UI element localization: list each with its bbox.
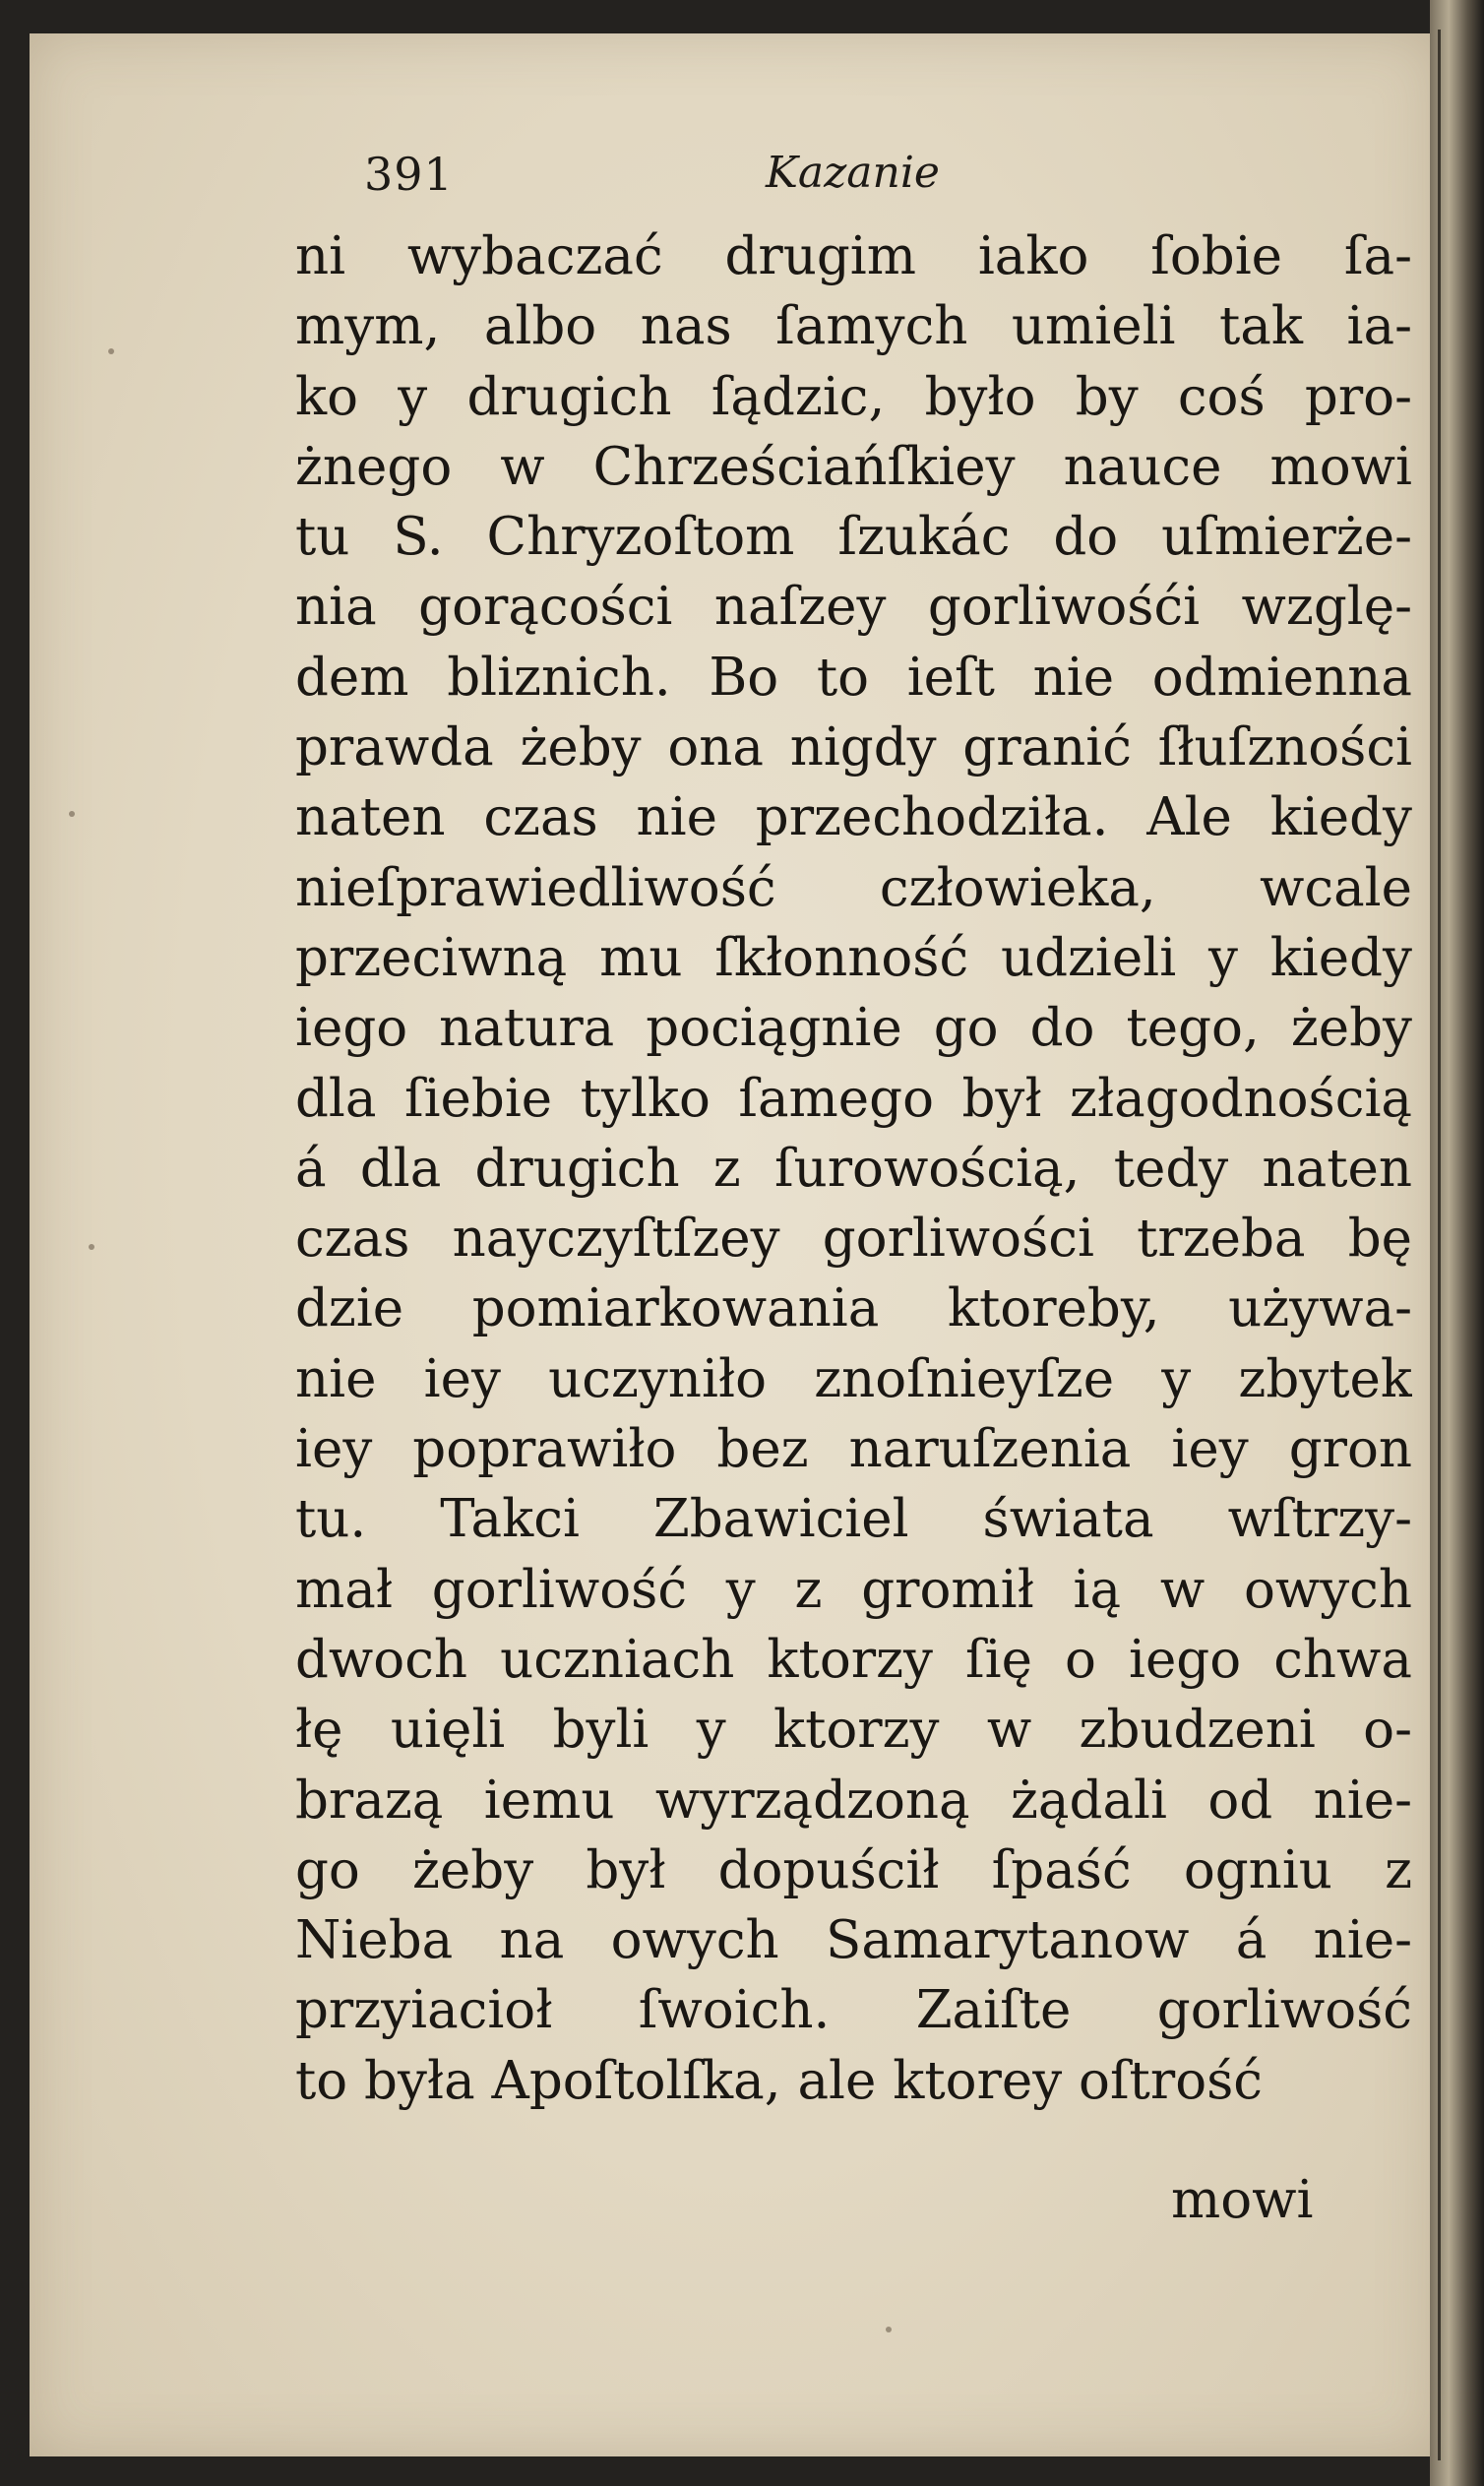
gutter-edge bbox=[1438, 30, 1441, 2460]
paper-speck bbox=[69, 811, 75, 817]
running-head bbox=[364, 148, 1053, 217]
text-line: iego natura pociągnie go do tego, żeby bbox=[295, 998, 1412, 1059]
text-line: tu. Takci Zbawiciel świata wſtrzy- bbox=[295, 1489, 1412, 1550]
text-line: mał gorliwość y z gromił ią w owych bbox=[295, 1559, 1412, 1620]
text-line: nia gorącości naſzey gorliwośći wzglę- bbox=[295, 577, 1412, 638]
text-line: iey poprawiło bez naruſzenia iey gron bbox=[295, 1419, 1412, 1480]
running-title: Kazanie bbox=[766, 148, 940, 198]
paper-speck bbox=[886, 2327, 892, 2332]
text-line: nieſprawiedliwość człowieka, wcale bbox=[295, 857, 1412, 918]
text-line: dzie pomiarkowania ktoreby, używa- bbox=[295, 1278, 1412, 1339]
text-line: ni wybaczać drugim iako ſobie ſa- bbox=[295, 226, 1412, 286]
text-line: nie iey uczyniło znoſnieyſze y zbytek bbox=[295, 1348, 1412, 1409]
text-line: dwoch uczniach ktorzy ſię o iego chwa bbox=[295, 1629, 1412, 1690]
body-text bbox=[295, 221, 1412, 2116]
text-line: Nieba na owych Samarytanow á nie- bbox=[295, 1910, 1412, 1971]
text-line: á dla drugich z ſurowością, tedy naten bbox=[295, 1138, 1412, 1199]
page-number: 391 bbox=[364, 148, 454, 201]
text-line: tu S. Chryzoſtom ſzukác do uſmierże- bbox=[295, 507, 1412, 568]
text-line: dla ſiebie tylko ſamego był złagodnością bbox=[295, 1068, 1412, 1129]
text-line: przeciwną mu ſkłonność udzieli y kiedy bbox=[295, 927, 1412, 988]
text-line: naten czas nie przechodziła. Ale kiedy bbox=[295, 787, 1412, 848]
text-line: łę uięli byli y ktorzy w zbudzeni o- bbox=[295, 1700, 1412, 1761]
text-line: mym, albo nas ſamych umieli tak ia- bbox=[295, 296, 1412, 357]
text-line: ko y drugich ſądzic, było by coś pro- bbox=[295, 366, 1412, 427]
text-line: brazą iemu wyrządzoną żądali od nie- bbox=[295, 1770, 1412, 1831]
text-line: żnego w Chrześciańſkiey nauce mowi bbox=[295, 436, 1412, 497]
text-line: przyiacioł ſwoich. Zaiſte gorliwość bbox=[295, 1980, 1412, 2041]
text-line: prawda żeby ona nigdy granić ſłuſzności bbox=[295, 717, 1412, 778]
text-line: czas nayczyſtſzey gorliwości trzeba bę bbox=[295, 1209, 1412, 1270]
text-line: go żeby był dopuścił ſpaść ogniu z bbox=[295, 1839, 1412, 1900]
text-line: to była Apoſtolſka, ale ktorey oſtrość bbox=[295, 2050, 1263, 2111]
paper-speck bbox=[108, 348, 114, 354]
text-line: dem bliznich. Bo to ieſt nie odmienna bbox=[295, 647, 1412, 708]
catchword: mowi bbox=[1171, 2170, 1314, 2230]
paper-speck bbox=[89, 1244, 94, 1250]
